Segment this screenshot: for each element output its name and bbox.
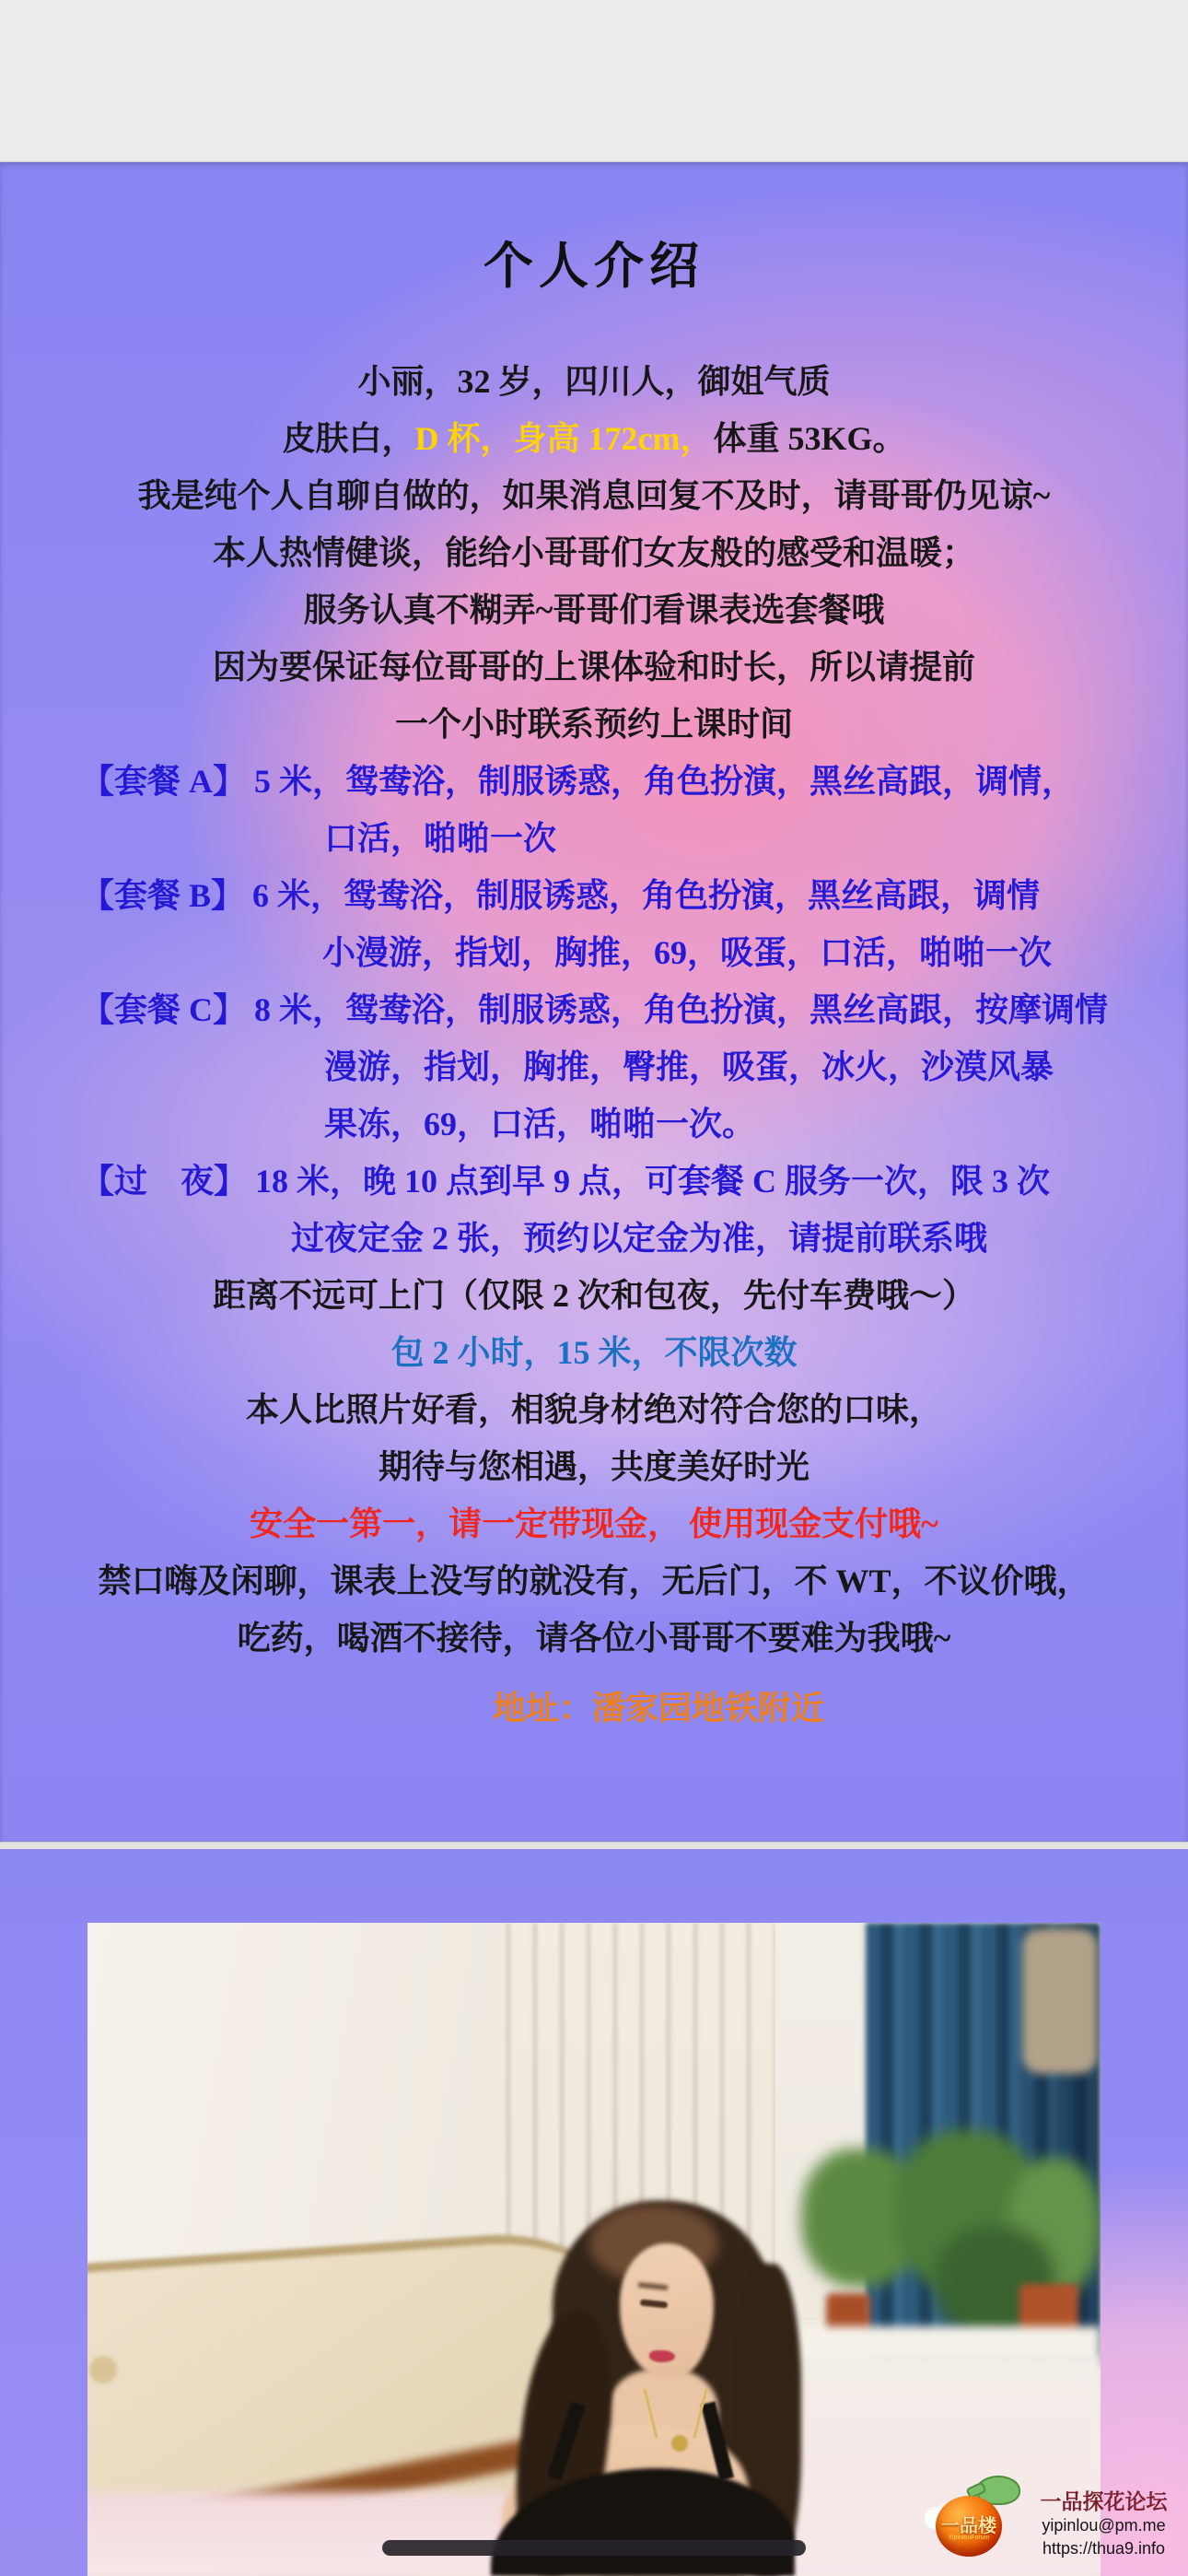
text-line: 期待与您相遇，共度美好时光 (378, 1448, 809, 1485)
photo-hanging-cloth (1022, 1928, 1098, 2074)
necklace-pendant (671, 2435, 688, 2452)
text-line: 【过 夜】 18 米，晚 10 点到早 9 点，可套餐 C 服务一次，限 3 次 (81, 1163, 1050, 1200)
text-line: 小丽，32 岁，四川人，御姐气质 (357, 363, 831, 400)
forum-name: 一品探花论坛 (1040, 2489, 1168, 2513)
intro-lines (0, 353, 1188, 1737)
home-indicator[interactable] (382, 2540, 806, 2556)
text-line: 距离不远可上门（仅限 2 次和包夜，先付车费哦～） (212, 1277, 975, 1314)
text-line: 漫游，指划，胸推，臀推，吸蛋，冰火，沙漠风暴 (324, 1048, 1054, 1085)
forum-logo-badge (936, 2496, 1002, 2557)
photo-headboard-knob (89, 2356, 117, 2383)
forum-logo-text: 一品楼 (941, 2516, 996, 2536)
intro-poster-page (0, 162, 1188, 1842)
text-line: 安全一第一，请一定带现金， 使用现金支付哦~ (250, 1505, 938, 1542)
model-photo (87, 1923, 1101, 2576)
photo-page (0, 1849, 1188, 2576)
text-line: 【套餐 C】 8 米，鸳鸯浴，制服诱惑，角色扮演，黑丝高跟，按摩调情 (81, 991, 1108, 1028)
text-line: 小漫游，指划，胸推，69，吸蛋，口活，啪啪一次 (322, 934, 1053, 971)
text-line: 服务认真不糊弄~哥哥们看课表选套餐哦 (303, 591, 885, 628)
text-line: 吃药，喝酒不接待，请各位小哥哥不要难为我哦~ (237, 1620, 951, 1657)
forum-watermark (928, 2483, 1182, 2576)
text-line: 【套餐 A】 5 米，鸳鸯浴，制服诱惑，角色扮演，黑丝高跟，调情， (81, 763, 1075, 800)
forum-logo-subtext: YipinlouForum (948, 2535, 990, 2541)
text-line: 口活，啪啪一次 (324, 820, 557, 857)
page-title: 个人介绍 (483, 239, 705, 294)
text-line: 【套餐 B】 6 米，鸳鸯浴，制服诱惑，角色扮演，黑丝高跟，调情 (81, 877, 1041, 914)
woman-lips (649, 2350, 675, 2362)
text-line: 一个小时联系预约上课时间 (394, 706, 793, 743)
forum-url: https://thua9.info (1042, 2539, 1166, 2558)
forum-info (1028, 2488, 1180, 2560)
top-blank-area (0, 0, 1188, 162)
text-line: 皮肤白，D 杯，身高 172cm，体重 53KG。 (282, 420, 906, 457)
text-line: 本人比照片好看，相貌身材绝对符合您的口味， (245, 1391, 942, 1428)
text-line: 过夜定金 2 张，预约以定金为准，请提前联系哦 (291, 1220, 988, 1257)
text-line: 果冻，69，口活，啪啪一次。 (324, 1106, 756, 1142)
text-line: 我是纯个人自聊自做的，如果消息回复不及时，请哥哥仍见谅~ (137, 477, 1051, 514)
forum-email: yipinlou@pm.me (1042, 2516, 1166, 2535)
text-line: 地址：潘家园地铁附近 (492, 1690, 824, 1727)
text-line: 包 2 小时，15 米，不限次数 (390, 1334, 798, 1371)
text-line: 本人热情健谈，能给小哥哥们女友般的感受和温暖； (212, 534, 975, 571)
text-line: 禁口嗨及闲聊，课表上没写的就没有，无后门，不 WT，不议价哦， (98, 1563, 1090, 1599)
text-line: 因为要保证每位哥哥的上课体验和时长，所以请提前 (212, 649, 975, 685)
